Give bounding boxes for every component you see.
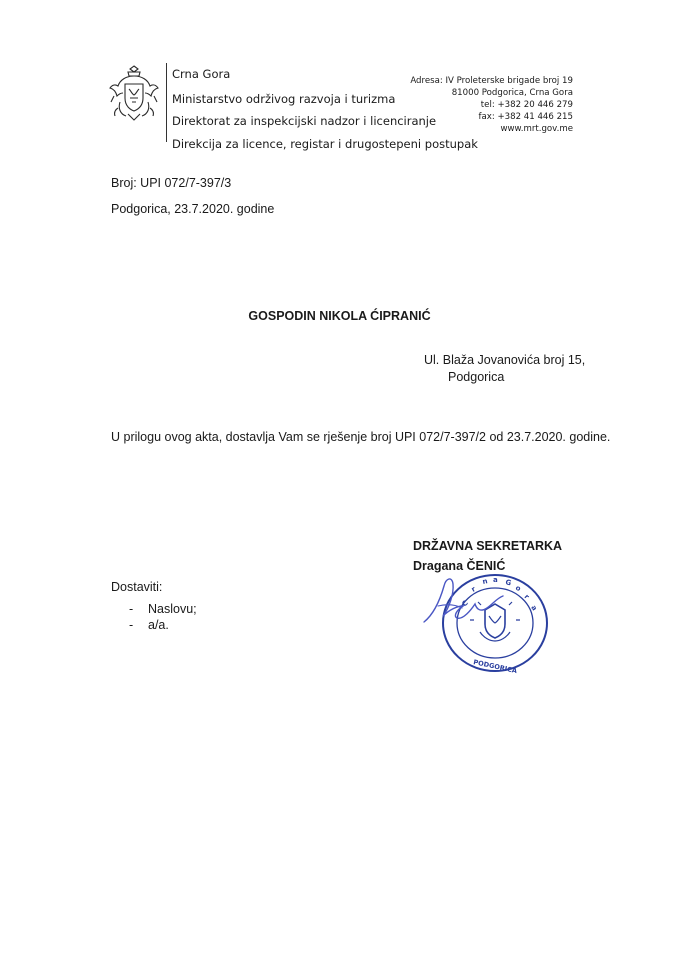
signature-title: DRŽAVNA SEKRETARKA [413, 539, 563, 553]
contact-city: 81000 Podgorica, Crna Gora [451, 88, 573, 98]
svg-text:r: r [470, 585, 477, 594]
header-divider [166, 63, 167, 142]
recipient-address-street: Ul. Blaža Jovanovića broj 15, [424, 353, 586, 367]
document-place-date: Podgorica, 23.7.2020. godine [111, 202, 275, 216]
signature-name: Dragana ČENIĆ [413, 559, 506, 573]
svg-text:C: C [460, 599, 470, 609]
svg-text:G: G [504, 578, 513, 588]
delivery-label: Dostaviti: [111, 580, 163, 594]
contact-fax: fax: +382 41 446 215 [478, 112, 573, 122]
document-number: Broj: UPI 072/7-397/3 [111, 176, 232, 190]
org-ministry: Ministarstvo održivog razvoja i turizma [172, 92, 396, 106]
delivery-bullet: - [129, 602, 134, 616]
org-directorate-unit: Direkcija za licence, registar i drugostepeni postupak [172, 137, 478, 151]
delivery-item: Naslovu; [148, 602, 197, 616]
svg-text:PODGORICA: PODGORICA [472, 658, 518, 674]
handwritten-signature [418, 566, 508, 636]
svg-text:o: o [514, 583, 523, 594]
svg-text:n: n [481, 577, 489, 586]
coat-of-arms-icon [106, 62, 162, 124]
svg-text:r: r [522, 592, 531, 601]
delivery-item: a/a. [148, 618, 169, 632]
org-country: Crna Gora [172, 67, 231, 81]
delivery-bullet: - [129, 618, 134, 632]
contact-website: www.mrt.gov.me [500, 124, 573, 134]
recipient-address-city: Podgorica [448, 370, 505, 384]
contact-phone: tel: +382 20 446 279 [480, 100, 573, 110]
svg-text:a: a [493, 576, 498, 584]
svg-text:a: a [529, 604, 539, 613]
recipient-name: GOSPODIN NIKOLA ĆIPRANIĆ [248, 309, 431, 323]
org-directorate: Direktorat za inspekcijski nadzor i licenciranje [172, 114, 437, 128]
contact-address: Adresa: IV Proleterske brigade broj 19 [410, 76, 573, 86]
letter-body: U prilogu ovog akta, dostavlja Vam se rješenje broj UPI 072/7-397/2 od 23.7.2020. godine. [111, 430, 611, 444]
